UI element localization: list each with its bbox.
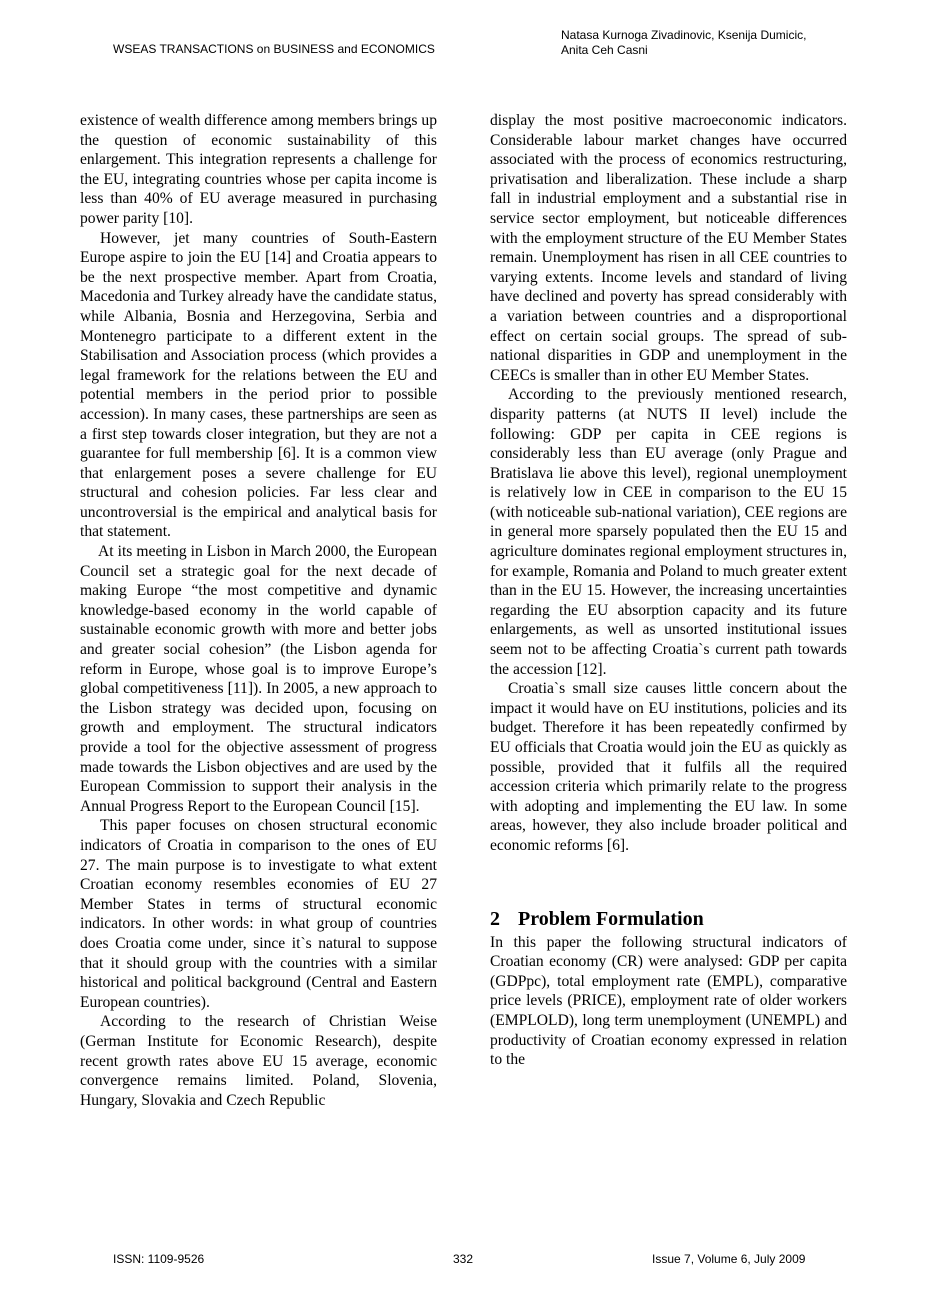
running-header-journal: WSEAS TRANSACTIONS on BUSINESS and ECONOMICS xyxy=(113,42,435,56)
paragraph: In this paper the following structural indicators of Croatian economy (CR) were analysed: GDP per capita (GDPpc), total employment rate (EMPL), comparative price levels (PRICE), employment rate of older workers (EMPLOLD), long term unemployment (UNEMPL) and productivity of Croatian economy expressed in relation to the xyxy=(490,933,847,1069)
paragraph: However, jet many countries of South-Eastern Europe aspire to join the EU [14] and Croatia appears to be the next prospective member. Apart from Croatia, Macedonia and Turkey already have the candidate status, while Albania, Bosnia and Herzegovina, Serbia and Montenegro participate to a different extent in the Stabilisation and Association process (which provides a legal framework for the relations between the EU and potential members in the period prior to possible accession). In many cases, these partnerships are seen as a first step towards closer integration, but they are not a guarantee for full membership [6]. It is a common view that enlargement poses a severe challenge for EU structural and cohesion policies. Far less clear and uncontroversial is the empirical and analytical basis for that statement. xyxy=(80,229,437,541)
section-title: Problem Formulation xyxy=(518,907,704,930)
authors-line-2: Anita Ceh Casni xyxy=(561,42,648,57)
paragraph: existence of wealth difference among members brings up the question of economic sustainability of this enlargement. This integration represents a challenge for the EU, integrating countries whose per capita income is less than 40% of EU average measured in purchasing power parity [10]. xyxy=(80,112,437,227)
paragraph: At its meeting in Lisbon in March 2000, the European Council set a strategic goal for the next decade of making Europe “the most competitive and dynamic knowledge-based economy in the world capable of sustainable economic growth with more and better jobs and greater social cohesion” (the Lisbon agenda for reform in Europe, whose goal is to improve Europe’s global competitiveness [11]). In 2005, a new approach to the Lisbon strategy was decided upon, focusing on growth and employment. The structural indicators provide a tool for the objective assessment of progress made towards the Lisbon objectives and are used by the European Commission to support their analysis in the Annual Progress Report to the European Council [15]. xyxy=(80,543,437,815)
footer-issue: Issue 7, Volume 6, July 2009 xyxy=(652,1252,806,1266)
section-number: 2 xyxy=(490,907,500,930)
right-column xyxy=(490,111,847,1070)
paragraph: This paper focuses on chosen structural economic indicators of Croatia in comparison to the ones of EU 27. The main purpose is to investigate to what extent Croatian economy resembles economies of EU 27 Member States in terms of structural economic indicators. In other words: in what group of countries does Croatia come under, since it`s natural to suppose that it should group with the countries with a similar historical and political background (Central and Eastern European countries). xyxy=(80,817,437,1011)
authors-line-1: Natasa Kurnoga Zivadinovic, Ksenija Dumicic, xyxy=(561,28,807,42)
paragraph: According to the previously mentioned research, disparity patterns (at NUTS II level) include the following: GDP per capita in CEE regions is considerably less than EU average (only Prague and Bratislava lie above this level), regional unemployment is relatively low in CEE in comparison to the EU 15 (with noticeable sub-national variation), CEE regions are in general more sparsely populated then the EU 15 and agriculture dominates regional employment structures in, for example, Romania and Poland to much greater extent than in the EU 15. However, the increasing uncertainties regarding the EU absorption capacity and its future enlargements, as well as unsorted institutional issues seem not to be affecting Croatia`s current path towards the accession [12]. xyxy=(490,386,847,678)
footer-page-number: 332 xyxy=(453,1252,474,1266)
footer-issn: ISSN: 1109-9526 xyxy=(113,1252,205,1266)
running-header-authors xyxy=(561,28,881,57)
paragraph: display the most positive macroeconomic indicators. Considerable labour market changes have occurred associated with the process of economics restructuring, privatisation and liberalization. These include a sharp fall in industrial employment and a substantial rise in service sector employment, but noticeable differences with the employment structure of the EU Member States remain. Unemployment has risen in all CEE countries to varying extents. Income levels and standard of living have declined and poverty has spread considerably with a variation between countries and a disproportional effect on certain social groups. The spread of sub-national disparities in GDP and unemployment in the CEECs is smaller than in other EU Member States. xyxy=(490,112,847,384)
paragraph: According to the research of Christian Weise (German Institute for Economic Research), despite recent growth rates above EU 15 average, economic convergence remains limited. Poland, Slovenia, Hungary, Slovakia and Czech Republic xyxy=(80,1013,437,1109)
paragraph: Croatia`s small size causes little concern about the impact it would have on EU institutions, policies and its budget. Therefore it has been repeatedly confirmed by EU officials that Croatia would join the EU as quickly as possible, provided that it fulfils all the required accession criteria which primarily relate to the progress with adopting and implementing the EU law. In some areas, however, they also include broader political and economic reforms [6]. xyxy=(490,680,847,854)
section-heading xyxy=(490,907,847,931)
left-column xyxy=(80,111,437,1110)
